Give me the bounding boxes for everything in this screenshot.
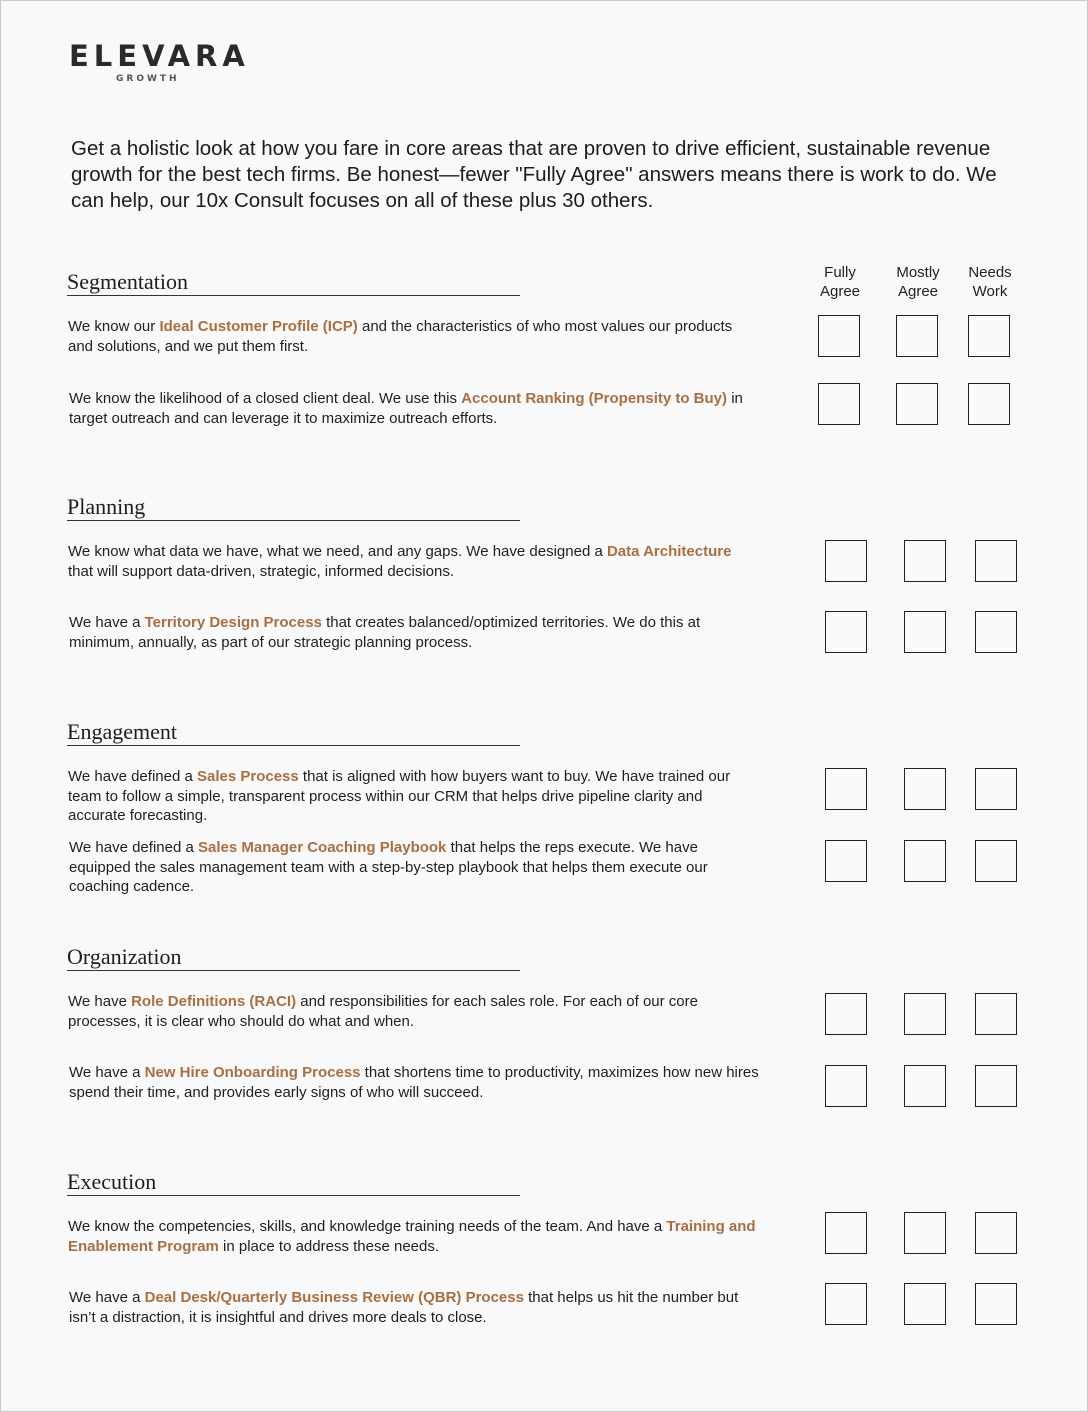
- statement-onboarding: [69, 1063, 759, 1102]
- statement-text: in target outreach and can leverage it to maximize outreach efforts.: [69, 390, 743, 427]
- statement-text: We know the competencies, skills, and knowledge training needs of the team. And have a: [68, 1218, 667, 1235]
- checkbox-territory-design-fully-agree[interactable]: [825, 611, 867, 653]
- statement-highlight: Ideal Customer Profile (ICP): [159, 318, 358, 335]
- column-header-line: Needs: [968, 264, 1012, 281]
- statement-text: We know what data we have, what we need, and any gaps. We have designed a: [68, 543, 607, 560]
- statement-text: in place to address these needs.: [218, 1237, 440, 1255]
- statement-highlight: Sales Manager Coaching Playbook: [197, 839, 447, 856]
- checkbox-account-ranking-mostly-agree[interactable]: [896, 383, 938, 425]
- checkbox-deal-desk-needs-work[interactable]: [975, 1283, 1017, 1325]
- checkbox-training-needs-work[interactable]: [975, 1212, 1017, 1254]
- statement-text: that helps the reps execute. We have equipped the sales management team with a step-by-step playbook that helps them execute our coaching cadence.: [69, 839, 708, 896]
- statement-territory-design: [69, 613, 759, 652]
- column-header-line: Work: [972, 283, 1008, 300]
- statement-text: We have a: [69, 614, 145, 631]
- checkbox-sales-process-needs-work[interactable]: [975, 768, 1017, 810]
- section-title-segmentation: Segmentation: [67, 269, 520, 296]
- statement-text: We have a: [69, 1289, 145, 1306]
- statement-text: We know our: [68, 318, 160, 335]
- column-header-mostly-agree: [883, 263, 953, 301]
- column-header-line: Agree: [819, 283, 861, 300]
- column-header-line: Fully: [824, 264, 856, 281]
- statement-text: that creates balanced/optimized territories. We do this at minimum, annually, as part of our strategic planning process.: [69, 614, 701, 651]
- checkbox-account-ranking-needs-work[interactable]: [968, 383, 1010, 425]
- statement-highlight: Account Ranking (Propensity to Buy): [461, 390, 728, 407]
- statement-data-architecture: [68, 542, 758, 581]
- statement-training: [68, 1217, 758, 1256]
- checkbox-coaching-playbook-needs-work[interactable]: [975, 840, 1017, 882]
- checkbox-role-definitions-mostly-agree[interactable]: [904, 993, 946, 1035]
- checkbox-data-architecture-needs-work[interactable]: [975, 540, 1017, 582]
- checkbox-territory-design-needs-work[interactable]: [975, 611, 1017, 653]
- statement-text: that shortens time to productivity, maximizes how new hires spend their time, and provides early signs of who will succeed.: [69, 1064, 759, 1101]
- statement-highlight: Role Definitions (RACI): [131, 993, 297, 1010]
- checkbox-role-definitions-needs-work[interactable]: [975, 993, 1017, 1035]
- statement-highlight: New Hire Onboarding Process: [144, 1064, 361, 1081]
- checkbox-data-architecture-mostly-agree[interactable]: [904, 540, 946, 582]
- checkbox-coaching-playbook-mostly-agree[interactable]: [904, 840, 946, 882]
- checkbox-onboarding-needs-work[interactable]: [975, 1065, 1017, 1107]
- checkbox-training-mostly-agree[interactable]: [904, 1212, 946, 1254]
- checkbox-coaching-playbook-fully-agree[interactable]: [825, 840, 867, 882]
- column-header-line: Agree: [897, 283, 939, 300]
- section-title-engagement: Engagement: [67, 719, 520, 746]
- checkbox-sales-process-fully-agree[interactable]: [825, 768, 867, 810]
- statement-text: and the characteristics of who most values our products and solutions, and we put them first.: [68, 318, 733, 355]
- statement-icp: [68, 317, 758, 356]
- checkbox-icp-fully-agree[interactable]: [818, 315, 860, 357]
- checkbox-icp-mostly-agree[interactable]: [896, 315, 938, 357]
- checkbox-onboarding-mostly-agree[interactable]: [904, 1065, 946, 1107]
- statement-text: and responsibilities for each sales role. For each of our core processes, it is clear who should do what and when.: [68, 993, 698, 1030]
- statement-highlight: Deal Desk/Quarterly Business Review (QBR) Process: [144, 1289, 524, 1306]
- section-title-organization: Organization: [67, 944, 520, 971]
- statement-sales-process: [68, 767, 758, 826]
- statement-text: that helps us hit the number but isn’t a distraction, it is insightful and drives more deals to close.: [69, 1289, 739, 1326]
- statement-highlight: Training and Enablement Program: [68, 1218, 756, 1255]
- statement-text: We have defined a: [68, 768, 197, 785]
- statement-coaching-playbook: [69, 838, 759, 897]
- section-title-planning: Planning: [67, 494, 520, 521]
- statement-text: that is aligned with how buyers want to buy. We have trained our team to follow a simple, transparent process within our CRM that helps drive pipeline clarity and accurate forecasting.: [68, 768, 731, 825]
- statement-text: We know the likelihood of a closed client deal. We use this: [69, 390, 462, 407]
- statement-highlight: Territory Design Process: [144, 614, 322, 631]
- statement-text: We have: [68, 993, 132, 1010]
- checkbox-sales-process-mostly-agree[interactable]: [904, 768, 946, 810]
- statement-text: that will support data-driven, strategic, informed decisions.: [68, 562, 455, 580]
- checkbox-account-ranking-fully-agree[interactable]: [818, 383, 860, 425]
- statement-account-ranking: [69, 389, 759, 428]
- statement-role-definitions: [68, 992, 758, 1031]
- statement-deal-desk: [69, 1288, 759, 1327]
- checkbox-territory-design-mostly-agree[interactable]: [904, 611, 946, 653]
- elevara-logo: [69, 39, 250, 84]
- column-header-fully-agree: [805, 263, 875, 301]
- checkbox-deal-desk-mostly-agree[interactable]: [904, 1283, 946, 1325]
- checkbox-role-definitions-fully-agree[interactable]: [825, 993, 867, 1035]
- logo-wordmark: ELEVARA: [69, 39, 250, 73]
- statement-text: We have a: [69, 1064, 145, 1081]
- section-title-execution: Execution: [67, 1169, 520, 1196]
- statement-highlight: Sales Process: [196, 768, 299, 785]
- checkbox-training-fully-agree[interactable]: [825, 1212, 867, 1254]
- intro-paragraph: Get a holistic look at how you fare in core areas that are proven to drive efficient, sustainable revenue growth for the best tech firms. Be honest—fewer "Fully Agree" answers means there is work to do. We can help, our 10x Consult focuses on all of these plus 30 others.: [71, 137, 997, 212]
- statement-text: We have defined a: [69, 839, 198, 856]
- column-header-line: Mostly: [896, 264, 940, 281]
- statement-highlight: Data Architecture: [606, 543, 732, 560]
- checkbox-deal-desk-fully-agree[interactable]: [825, 1283, 867, 1325]
- checkbox-icp-needs-work[interactable]: [968, 315, 1010, 357]
- checkbox-data-architecture-fully-agree[interactable]: [825, 540, 867, 582]
- checkbox-onboarding-fully-agree[interactable]: [825, 1065, 867, 1107]
- logo-tagline: GROWTH: [116, 74, 180, 84]
- column-header-needs-work: [955, 263, 1025, 301]
